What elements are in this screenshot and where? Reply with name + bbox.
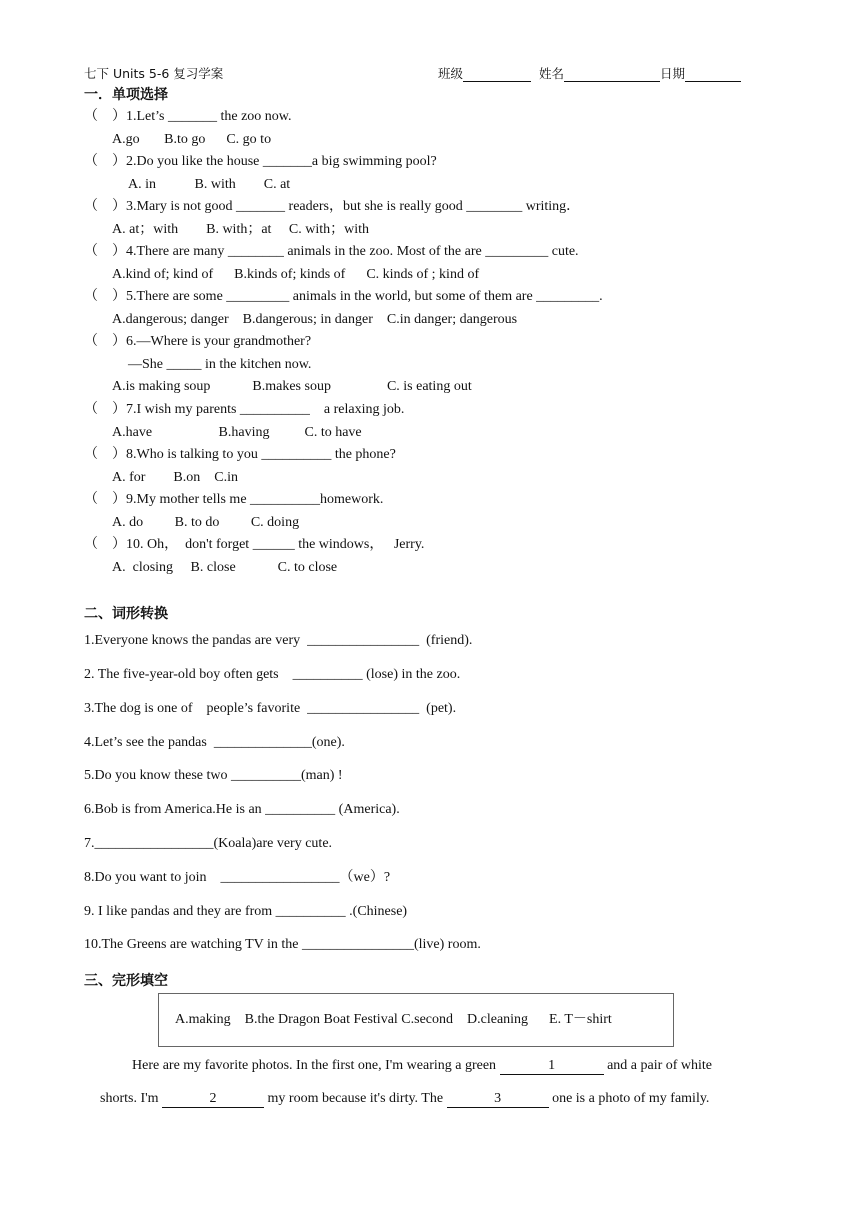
question-1-options: A.go B.to go C. go to bbox=[112, 132, 272, 147]
word-form-2: 2. The five-year-old boy often gets __________ (lose) in the zoo. bbox=[84, 667, 461, 682]
cloze-text: one is a photo bbox=[548, 1091, 631, 1106]
question-8-options: A. for B.on C.in bbox=[112, 470, 238, 485]
question-3: （ ）3.Mary is not good _______ readers，but she is really good ________ writing． bbox=[84, 199, 581, 214]
word-form-5: 5.Do you know these two __________(man) ! bbox=[84, 768, 343, 783]
cloze-text: of my family. bbox=[630, 1091, 710, 1106]
cloze-text: Here are my favorite photos. In the first one, I'm wearing a green bbox=[132, 1058, 500, 1073]
question-6: （ ）6.—Where is your grandmother? bbox=[84, 334, 312, 349]
question-9-options: A. do B. to do C. doing bbox=[112, 515, 300, 530]
word-bank-options: A.making B.the Dragon Boat Festival C.second D.cleaning E. T－shirt bbox=[175, 1012, 612, 1027]
date-label: 日期 bbox=[659, 66, 685, 81]
cloze-blank-2[interactable]: 2 bbox=[162, 1091, 264, 1108]
question-3-options: A. at；with B. with；at C. with；with bbox=[112, 222, 370, 237]
word-form-8: 8.Do you want to join _________________（we）? bbox=[84, 870, 391, 885]
cloze-text: and a pair of white bbox=[603, 1058, 713, 1073]
section-3-title: 三、完形填空 bbox=[84, 973, 168, 989]
cloze-text: my room because it's dirty. The bbox=[264, 1091, 447, 1106]
student-info bbox=[438, 64, 741, 82]
question-8: （ ）8.Who is talking to you __________ the phone? bbox=[84, 447, 396, 462]
question-6-reply: —She _____ in the kitchen now. bbox=[128, 357, 312, 372]
word-form-6: 6.Bob is from America.He is an __________ (America). bbox=[84, 802, 400, 817]
question-6-options: A.is making soup B.makes soup C. is eating out bbox=[112, 379, 472, 394]
word-form-9: 9. I like pandas and they are from __________ .(Chinese) bbox=[84, 904, 408, 919]
section-2-title: 二、词形转换 bbox=[84, 606, 168, 622]
question-10-options: A. closing B. close C. to close bbox=[112, 560, 338, 575]
question-9: （ ）9.My mother tells me __________homework. bbox=[84, 492, 384, 507]
word-form-4: 4.Let’s see the pandas ______________(one). bbox=[84, 735, 345, 750]
question-7-options: A.have B.having C. to have bbox=[112, 425, 362, 440]
section-1-title: 一．单项选择 bbox=[84, 87, 168, 103]
word-form-1: 1.Everyone knows the pandas are very ________________ (friend). bbox=[84, 633, 473, 648]
question-10: （ ）10. Oh， don't forget ______ the windows， Jerry. bbox=[84, 537, 425, 552]
worksheet-header bbox=[84, 64, 776, 82]
cloze-text: shorts. I'm bbox=[100, 1091, 163, 1106]
question-4-options: A.kind of; kind of B.kinds of; kinds of C. kinds of ; kind of bbox=[112, 267, 480, 282]
question-5-options: A.dangerous; danger B.dangerous; in danger C.in danger; dangerous bbox=[112, 312, 518, 327]
question-2: （ ）2.Do you like the house _______a big swimming pool? bbox=[84, 154, 437, 169]
question-5: （ ）5.There are some _________ animals in the world, but some of them are _________. bbox=[84, 289, 603, 304]
date-field[interactable] bbox=[685, 68, 741, 82]
name-field[interactable] bbox=[564, 68, 660, 82]
worksheet-title: 七下 Units 5-6 复习学案 bbox=[84, 66, 224, 81]
class-label: 班级 bbox=[438, 66, 464, 81]
name-label: 姓名 bbox=[538, 66, 564, 81]
question-7: （ ）7.I wish my parents __________ a relaxing job. bbox=[84, 402, 405, 417]
word-form-10: 10.The Greens are watching TV in the ________________(live) room. bbox=[84, 937, 481, 952]
word-bank-box bbox=[158, 993, 674, 1047]
word-form-3: 3.The dog is one of people’s favorite ________________ (pet). bbox=[84, 701, 457, 716]
question-1: （ ）1.Let’s _______ the zoo now. bbox=[84, 109, 292, 124]
cloze-blank-1[interactable]: 1 bbox=[500, 1058, 604, 1075]
cloze-line-1 bbox=[132, 1057, 712, 1075]
question-4: （ ）4.There are many ________ animals in the zoo. Most of the are _________ cute. bbox=[84, 244, 579, 259]
word-form-7: 7._________________(Koala)are very cute. bbox=[84, 836, 333, 851]
question-2-options: A. in B. with C. at bbox=[128, 177, 291, 192]
class-field[interactable] bbox=[463, 68, 531, 82]
cloze-line-2 bbox=[100, 1090, 709, 1108]
cloze-blank-3[interactable]: 3 bbox=[447, 1091, 549, 1108]
